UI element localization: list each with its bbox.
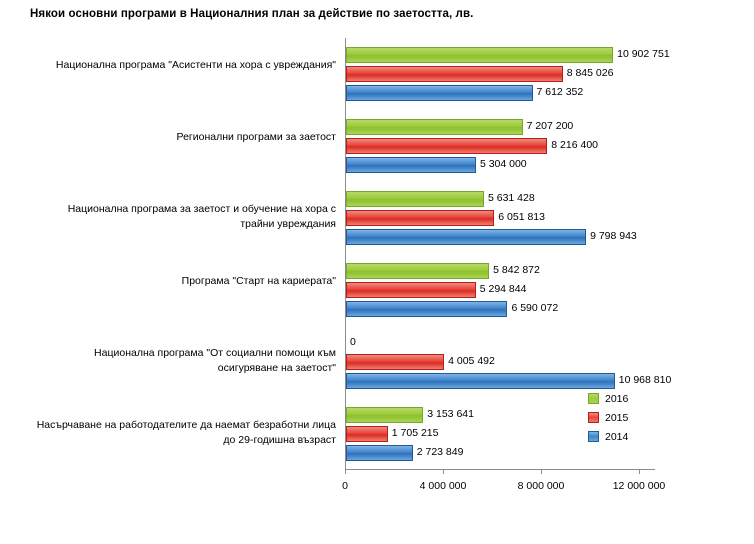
category-label: Национална програма за заетост и обучение на хора с трайни увреждания: [67, 203, 336, 230]
x-axis-tick-label: 12 000 000: [612, 480, 666, 492]
legend-label: 2014: [605, 430, 629, 443]
x-axis-tick-label: 8 000 000: [517, 480, 565, 492]
legend-label: 2016: [605, 392, 629, 405]
bar-group: [67, 182, 655, 254]
category-label: Регионални програми за заетост: [176, 131, 336, 143]
bar-row: [346, 445, 656, 461]
bar-row: [346, 47, 670, 63]
legend-item-2014[interactable]: [588, 427, 654, 446]
bar-2014[interactable]: [346, 301, 507, 317]
bar-group: [176, 110, 655, 182]
category-label: Насърчаване на работодателите да наемат безработни лица до 29-годишна възраст: [36, 419, 336, 446]
bar-value-label: 0: [350, 336, 356, 348]
bar-2014[interactable]: [346, 373, 615, 389]
bar-row: [346, 119, 656, 135]
bar-2016[interactable]: [346, 47, 613, 63]
bar-group: [94, 326, 672, 398]
bar-2015[interactable]: [346, 138, 547, 154]
bar-value-label: 3 153 641: [427, 408, 474, 420]
bar-row: [346, 282, 656, 298]
x-axis-tick: [345, 470, 346, 474]
bar-2014[interactable]: [346, 445, 413, 461]
legend-swatch-icon: [588, 393, 599, 404]
bar-2015[interactable]: [346, 210, 494, 226]
bar-2016[interactable]: [346, 407, 423, 423]
bar-value-label: 8 845 026: [566, 67, 614, 79]
bar-group: [181, 254, 655, 326]
bar-row: [346, 354, 656, 370]
bar-2015[interactable]: [346, 282, 476, 298]
category-label: Национална програма "От социални помощи към осигуряване на заетост": [94, 347, 336, 374]
bar-value-label: 10 902 751: [617, 48, 670, 60]
x-axis-tick: [639, 470, 640, 474]
bar-row: [346, 210, 656, 226]
bar-row: [346, 138, 656, 154]
bar-row: [346, 66, 656, 82]
bar-value-label: 1 705 215: [391, 427, 439, 439]
bar-2015[interactable]: [346, 354, 444, 370]
bar-2016[interactable]: [346, 263, 489, 279]
x-axis-tick: [443, 470, 444, 474]
bar-value-label: 9 798 943: [590, 230, 637, 242]
legend-item-2016[interactable]: [588, 389, 654, 408]
x-axis-tick-label: 0: [342, 480, 348, 492]
bar-row: [346, 157, 656, 173]
bar-value-label: 7 612 352: [536, 86, 584, 98]
bar-row: [346, 301, 656, 317]
legend-swatch-icon: [588, 431, 599, 442]
category-label: Национална програма "Асистенти на хора с увреждания": [55, 59, 336, 71]
chart-title: Някои основни програми в Националния план за действие по заетостта, лв.: [30, 8, 474, 20]
bar-2016[interactable]: [346, 191, 484, 207]
bar-row: [346, 263, 656, 279]
bar-row: [346, 229, 656, 245]
bar-group: [55, 38, 670, 110]
bar-value-label: 6 590 072: [511, 302, 559, 314]
bar-value-label: 5 294 844: [479, 283, 527, 295]
bar-2015[interactable]: [346, 426, 388, 442]
bar-value-label: 5 631 428: [487, 192, 535, 204]
bar-value-label: 7 207 200: [526, 120, 574, 132]
legend-item-2015[interactable]: [588, 408, 654, 427]
bar-2014[interactable]: [346, 157, 476, 173]
bar-value-label: 2 723 849: [416, 446, 464, 458]
legend-swatch-icon: [588, 412, 599, 423]
bar-row: [346, 85, 656, 101]
bar-row: [346, 335, 656, 351]
bar-2015[interactable]: [346, 66, 563, 82]
bar-2014[interactable]: [346, 85, 533, 101]
bar-2016[interactable]: [346, 119, 523, 135]
x-axis-tick-label: 4 000 000: [419, 480, 467, 492]
bar-value-label: 6 051 813: [498, 211, 545, 223]
bar-row: [346, 373, 672, 389]
chart-legend: [588, 389, 654, 446]
category-label: Програма "Старт на кариерата": [181, 275, 336, 287]
bar-value-label: 5 304 000: [479, 158, 527, 170]
bar-2014[interactable]: [346, 229, 586, 245]
x-axis-tick: [541, 470, 542, 474]
bar-value-label: 10 968 810: [618, 374, 672, 386]
bar-value-label: 4 005 492: [448, 355, 495, 367]
bar-row: [346, 191, 656, 207]
legend-label: 2015: [605, 411, 629, 424]
bar-value-label: 5 842 872: [493, 264, 540, 276]
bar-value-label: 8 216 400: [551, 139, 599, 151]
